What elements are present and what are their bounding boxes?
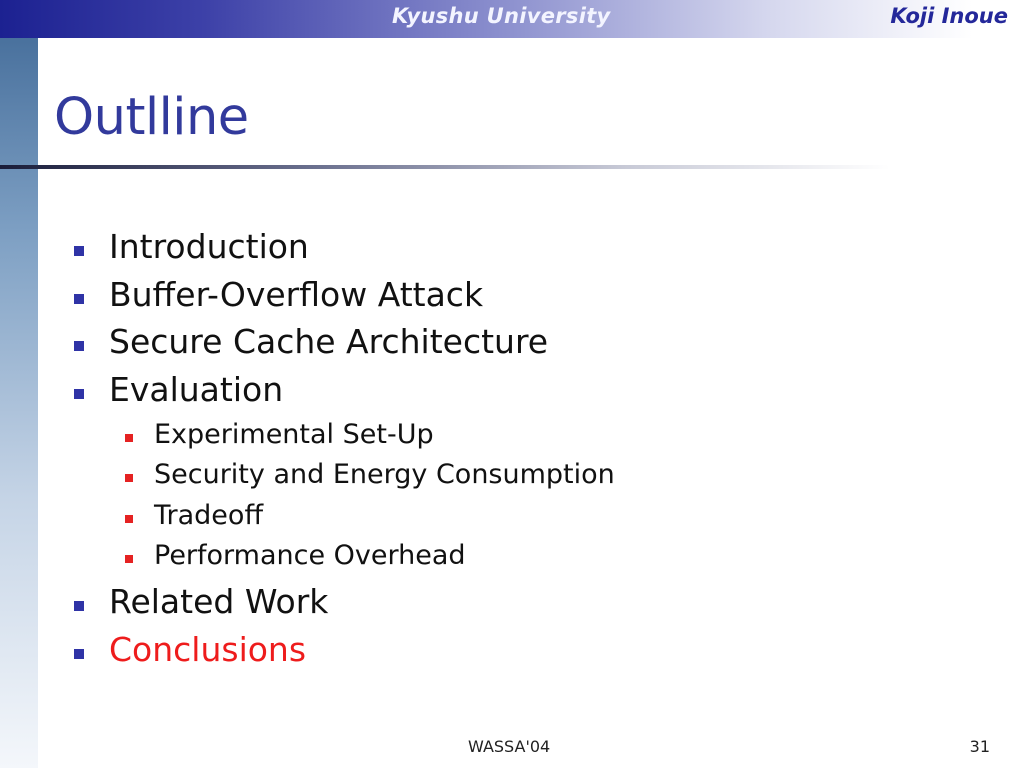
outline-item-label: Performance Overhead bbox=[154, 540, 466, 571]
square-bullet-icon bbox=[125, 555, 133, 563]
square-bullet-icon bbox=[125, 474, 133, 482]
outline-item-label: Introduction bbox=[109, 227, 309, 266]
square-bullet-icon bbox=[125, 515, 133, 523]
header-author: Koji Inoue bbox=[890, 4, 1008, 28]
outline-item-label: Tradeoff bbox=[154, 500, 264, 531]
square-bullet-icon bbox=[74, 389, 84, 399]
outline-item-label: Conclusions bbox=[109, 630, 307, 669]
footer-event: WASSA'04 bbox=[468, 737, 551, 756]
outline-item-label: Buffer-Overflow Attack bbox=[109, 275, 484, 314]
square-bullet-icon bbox=[74, 341, 84, 351]
page-number: 31 bbox=[969, 737, 990, 756]
outline-item-label: Security and Energy Consumption bbox=[154, 459, 615, 490]
square-bullet-icon bbox=[125, 434, 133, 442]
square-bullet-icon bbox=[74, 294, 84, 304]
square-bullet-icon bbox=[74, 601, 84, 611]
outline-item-label: Related Work bbox=[109, 582, 329, 621]
slide-title: Outlline bbox=[54, 88, 249, 147]
outline-item-label: Experimental Set-Up bbox=[154, 419, 434, 450]
square-bullet-icon bbox=[74, 649, 84, 659]
outline-item-label: Secure Cache Architecture bbox=[109, 322, 549, 361]
outline-item-label: Evaluation bbox=[109, 370, 284, 409]
header-institution: Kyushu University bbox=[392, 4, 611, 28]
square-bullet-icon bbox=[74, 246, 84, 256]
